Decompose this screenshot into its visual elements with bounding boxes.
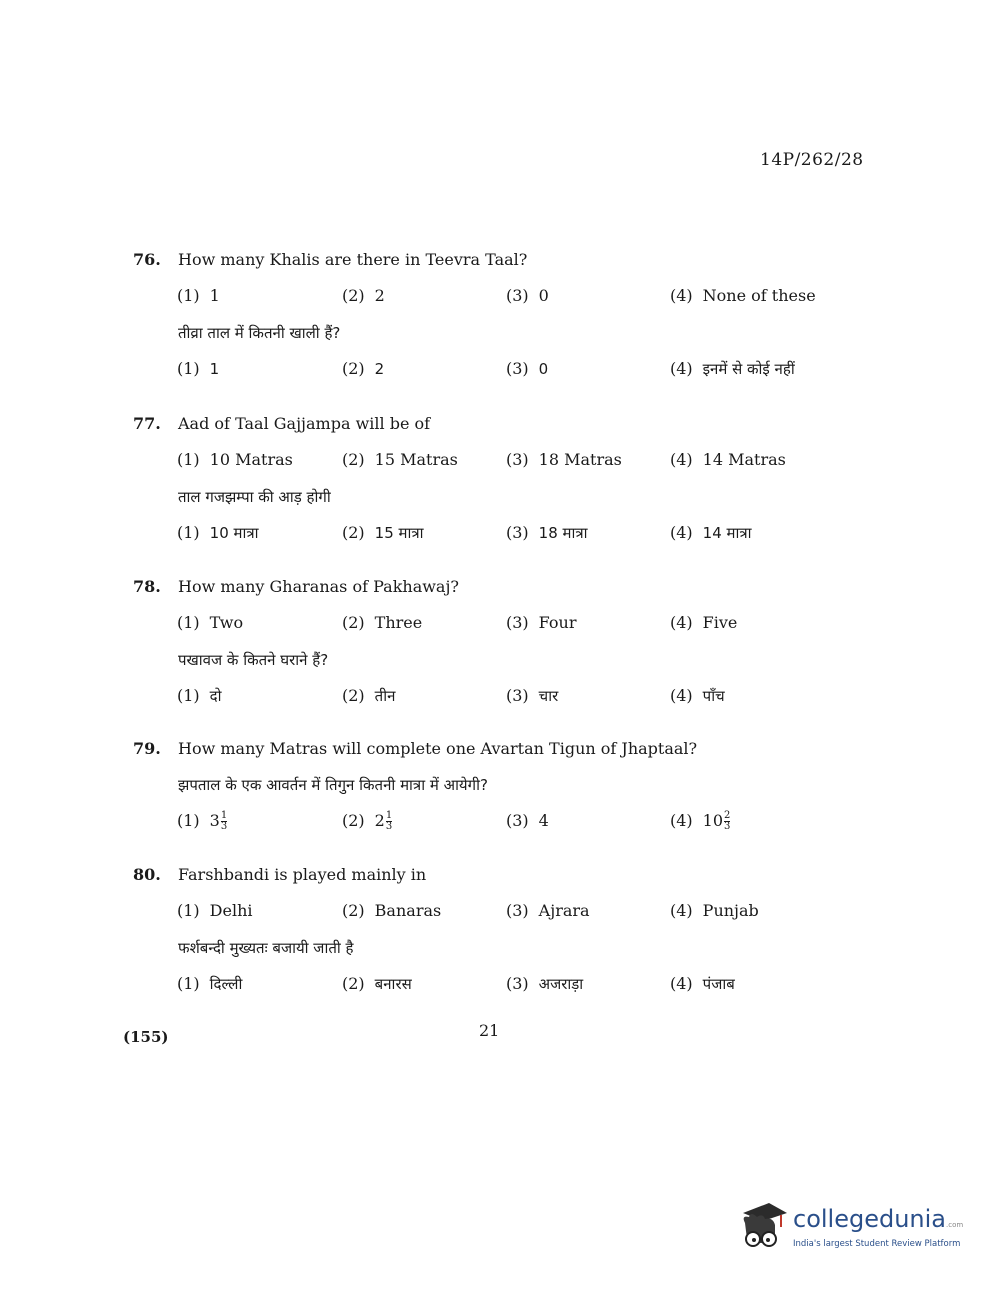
option-3: (3) Four	[506, 613, 577, 632]
question-78	[133, 577, 853, 723]
question-text-hi: तीव्रा ताल में कितनी खाली हैं?	[178, 324, 341, 342]
question-text-hi: फर्शबन्दी मुख्यतः बजायी जाती है	[178, 939, 354, 957]
question-number: 77.	[133, 414, 161, 433]
option-3: (3) Ajrara	[506, 901, 590, 920]
question-text-en: How many Gharanas of Pakhawaj?	[178, 577, 459, 596]
fraction: $\frac{2}{3}$	[724, 810, 731, 832]
question-number: 78.	[133, 577, 161, 596]
paper-code: 14P/262/28	[760, 150, 864, 170]
question-79	[133, 739, 853, 848]
option-2: (2) Banaras	[342, 901, 442, 920]
option-4: (4) Punjab	[670, 901, 759, 920]
option-3-hi: (3) 18 मात्रा	[506, 523, 588, 542]
option-1: (1) Delhi	[177, 901, 253, 920]
option-3: (3) 18 Matras	[506, 450, 622, 469]
option-1: (1) 10 Matras	[177, 450, 293, 469]
question-number: 79.	[133, 739, 161, 758]
option-1: (1) 1	[177, 286, 220, 305]
option-4-hi: (4) इनमें से कोई नहीं	[670, 359, 795, 378]
question-text-en: Aad of Taal Gajjampa will be of	[178, 414, 431, 433]
option-1-hi: (1) दो	[177, 686, 222, 705]
option-4: (4) None of these	[670, 286, 816, 305]
logo-wordmark: collegedunia.com	[793, 1205, 964, 1233]
option-3: (3) 0	[506, 286, 549, 305]
option-1-hi: (1) 10 मात्रा	[177, 523, 259, 542]
option-4: (4) Five	[670, 613, 738, 632]
option-1: (1) Two	[177, 613, 244, 632]
option-3-hi: (3) चार	[506, 686, 559, 705]
option-1: (1) 3 $\frac{1}{3}$	[177, 810, 228, 832]
question-80	[133, 865, 853, 1011]
page-number: 21	[479, 1021, 500, 1040]
option-1-hi: (1) दिल्ली	[177, 974, 243, 993]
option-2-hi: (2) बनारस	[342, 974, 412, 993]
question-76	[133, 250, 853, 396]
question-text-en: How many Khalis are there in Teevra Taal?	[178, 250, 528, 269]
option-1-hi: (1) 1	[177, 359, 220, 378]
option-2: (2) Three	[342, 613, 423, 632]
option-2: (2) 15 Matras	[342, 450, 458, 469]
question-77	[133, 414, 853, 560]
question-number: 76.	[133, 250, 161, 269]
option-3-hi: (3) 0	[506, 359, 549, 378]
footer-code: (155)	[123, 1028, 169, 1046]
question-text-en: Farshbandi is played mainly in	[178, 865, 427, 884]
question-number: 80.	[133, 865, 161, 884]
option-2: (2) 2	[342, 286, 385, 305]
question-text-hi: पखावज के कितने घराने हैं?	[178, 651, 329, 669]
question-text-hi: ताल गजझम्पा की आड़ होगी	[178, 488, 331, 506]
fraction: $\frac{1}{3}$	[385, 810, 393, 832]
question-text-en: How many Matras will complete one Avartan Tigun of Jhaptaal?	[178, 739, 698, 758]
option-3-hi: (3) अजराड़ा	[506, 974, 584, 993]
option-4-hi: (4) 14 मात्रा	[670, 523, 752, 542]
collegedunia-logo	[735, 1195, 965, 1260]
option-2-hi: (2) 15 मात्रा	[342, 523, 424, 542]
mascot-icon	[735, 1195, 791, 1257]
option-2-hi: (2) तीन	[342, 686, 396, 705]
option-4: (4) 14 Matras	[670, 450, 786, 469]
option-2: (2) 2 $\frac{1}{3}$	[342, 810, 393, 832]
option-4-hi: (4) पंजाब	[670, 974, 735, 993]
option-4: (4) 10 $\frac{2}{3}$	[670, 810, 731, 832]
option-2-hi: (2) 2	[342, 359, 385, 378]
logo-tagline: India's largest Student Review Platform	[793, 1239, 961, 1249]
question-text-hi: झपताल के एक आवर्तन में तिगुन कितनी मात्रा में आयेगी?	[178, 776, 488, 794]
fraction: $\frac{1}{3}$	[220, 810, 228, 832]
option-4-hi: (4) पाँच	[670, 686, 725, 705]
option-3: (3) 4	[506, 811, 549, 830]
